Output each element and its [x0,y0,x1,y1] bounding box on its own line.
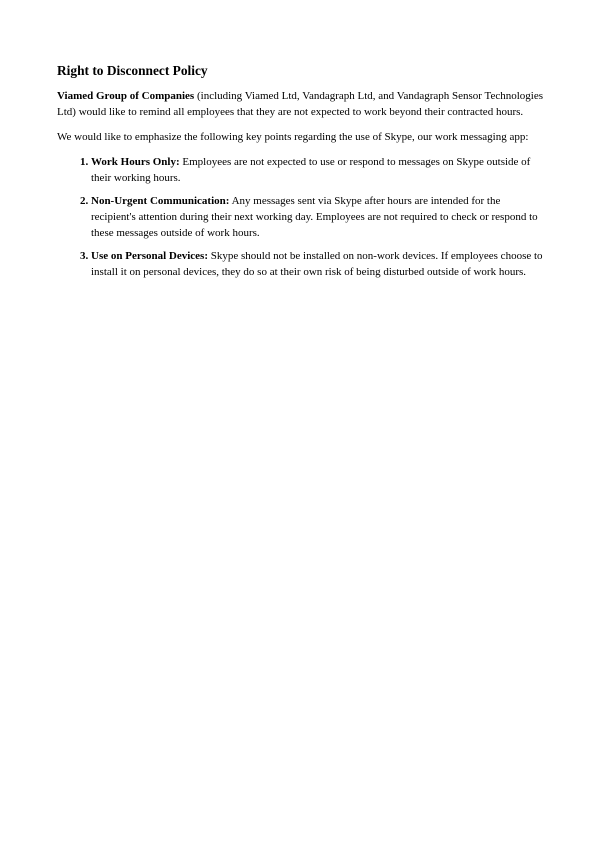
point-title: Work Hours Only: [91,156,180,168]
point-text: Any messages sent via Skype after hours are intended for the recipient's attention during their next working day. Employees are not required to check or respond to these messages outside of work hours. [91,195,538,239]
company-name: Viamed Group of Companies [57,90,195,102]
point-title: Use on Personal Devices: [91,250,209,262]
list-item [91,154,547,186]
intro-text: (including Viamed Ltd, Vandagraph Ltd, and Vandagraph Sensor Technologies Ltd) would like to remind all employees that they are not expected to work beyond their contracted hours. [57,90,543,118]
intro-paragraph [57,88,547,120]
lead-paragraph: We would like to emphasize the following key points regarding the use of Skype, our work messaging app: [57,131,529,143]
point-text: Skype should not be installed on non-work devices. If employees choose to install it on personal devices, they do so at their own risk of being disturbed outside of work hours. [91,250,543,278]
list-item [91,193,547,241]
point-title: Non-Urgent Communication: [91,195,230,207]
document-title: Right to Disconnect Policy [57,63,208,78]
document-page [57,62,547,287]
list-item [91,248,547,280]
key-points-list [57,154,547,280]
point-text: Employees are not expected to use or respond to messages on Skype outside of their working hours. [91,156,531,184]
